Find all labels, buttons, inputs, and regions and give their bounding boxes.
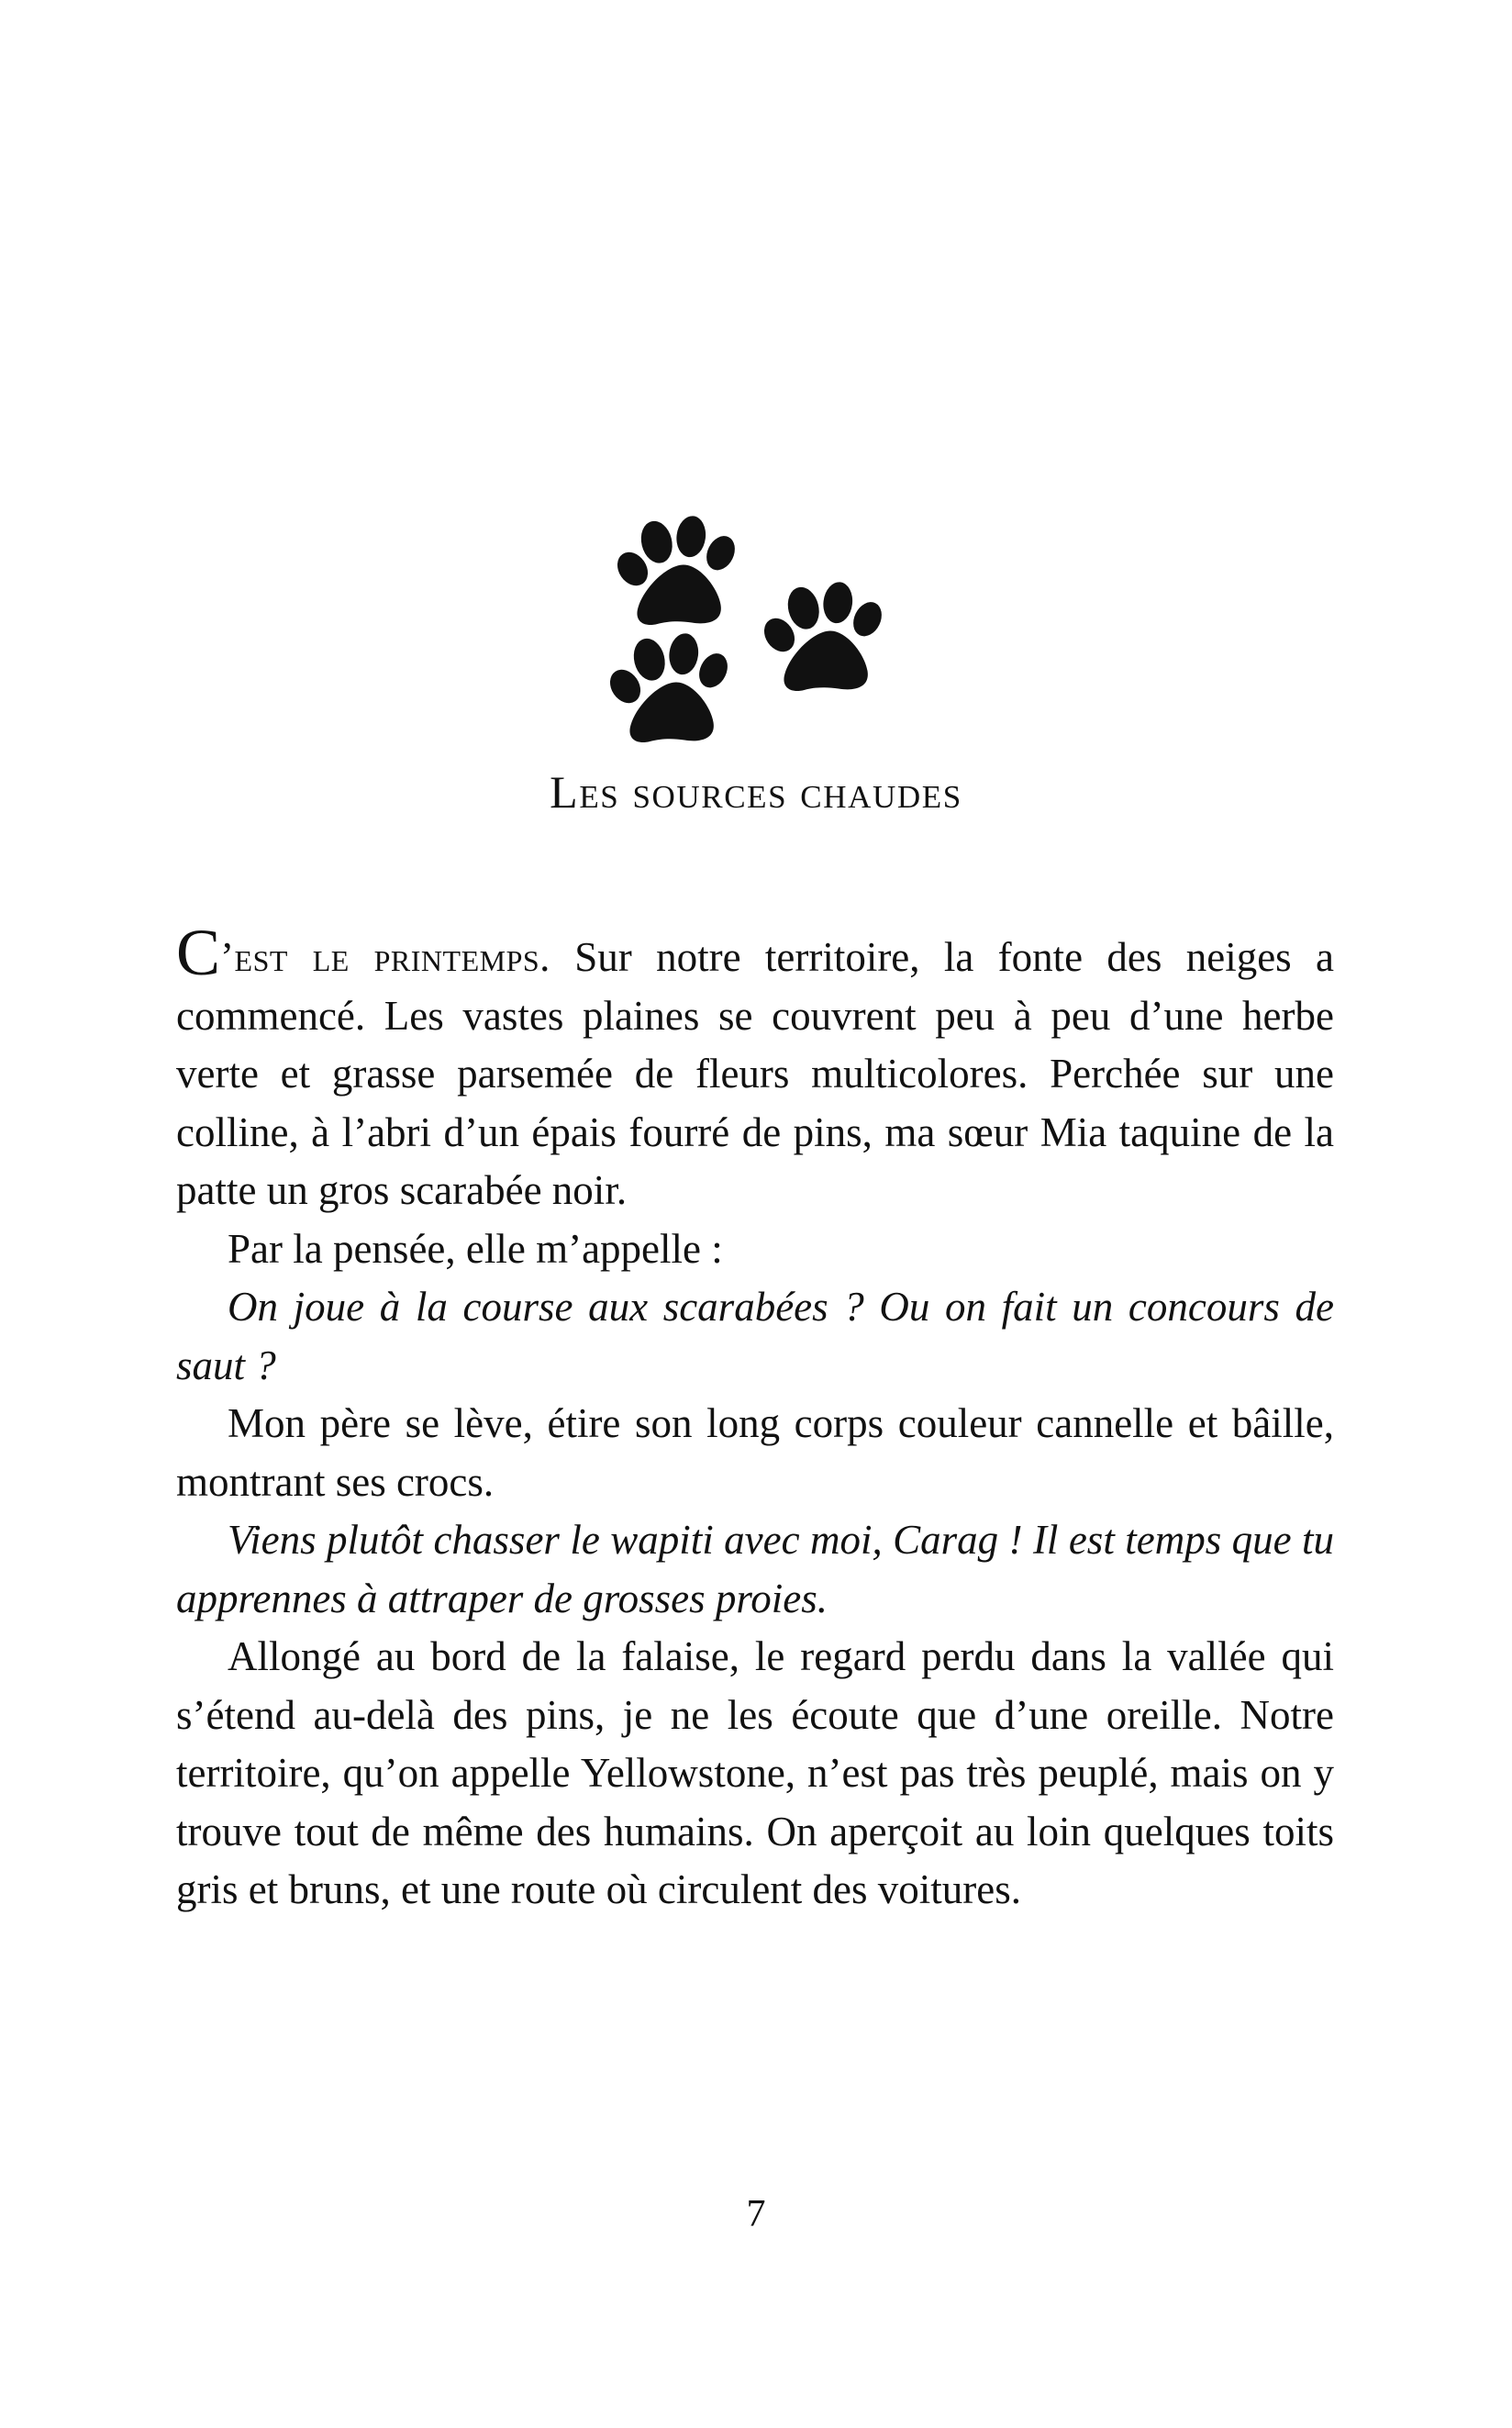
paragraph-allonge: Allongé au bord de la falaise, le regard perdu dans la vallée qui s’étend au-delà des pins, je ne les écoute que d’une oreille. Notre territoire, qu’on appelle Yellowstone, n’est pas très peuplé, mais on y trouve tout de même des humains. On aperçoit au loin quelques toits gris et bruns, et une route où circulent des voitures. — [176, 1633, 1334, 1912]
page-number: 7 — [746, 2193, 766, 2235]
paragraph-mia-thought: On joue à la course aux scarabées ? Ou on fait un concours de saut ? — [176, 1284, 1334, 1388]
chapter-ornament — [0, 503, 1512, 749]
paragraph-opening-text: Sur notre territoire, la fonte des neiges a commencé. Les vastes plaines se couvrent peu à peu d’une herbe verte et grasse parsemée de fleurs multicolores. Perchée sur une colline, à l’abri d’un épais fourré de pins, ma sœur Mia taquine de la patte un gros scarabée noir. — [176, 934, 1334, 1213]
paw-print-icon — [761, 569, 900, 707]
opening-small-caps: ’est le printemps. — [220, 934, 550, 980]
chapter-body — [176, 916, 1334, 1920]
paragraph-pere-thought: Viens plutôt chasser le wapiti avec moi, Carag ! Il est temps que tu apprennes à attraper de grosses proies. — [176, 1517, 1334, 1621]
chapter-ornament-group — [605, 503, 907, 749]
paragraph-mon-pere: Mon père se lève, étire son long corps couleur cannelle et bâille, montrant ses crocs. — [176, 1400, 1334, 1505]
drop-cap: C — [176, 916, 221, 989]
paragraph-par-la-pensee: Par la pensée, elle m’appelle : — [228, 1225, 723, 1272]
paw-print-icon — [606, 620, 746, 758]
paragraph-opening — [176, 916, 1334, 1220]
chapter-title: Les sources chaudes — [550, 766, 962, 818]
